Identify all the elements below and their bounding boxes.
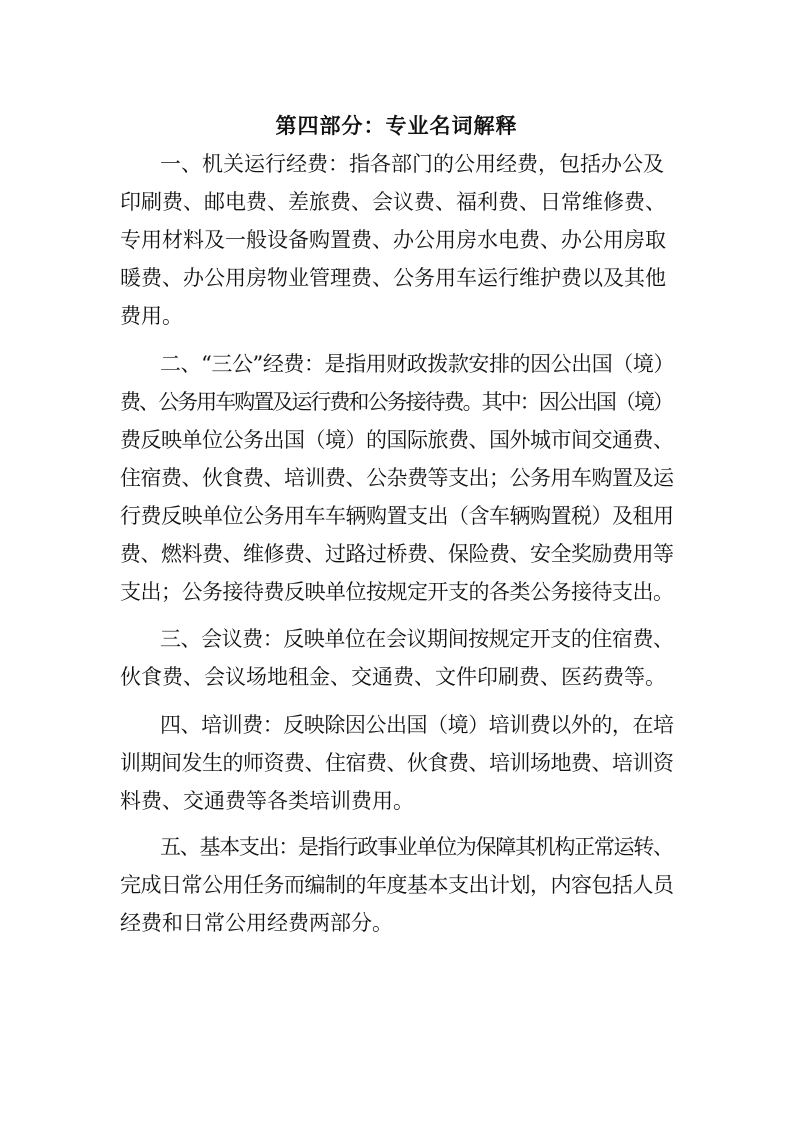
text-line: 四、培训费：反映除因公出国（境）培训费以外的，在培 [160, 713, 674, 737]
text-line: 二、“三公”经费：是指用财政拨款安排的因公出国（境） [160, 352, 675, 376]
text-line: 经费和日常公用经费两部分。 [120, 911, 393, 935]
text-line: 住宿费、伙食费、培训费、公杂费等支出；公务用车购置及运 [120, 466, 674, 490]
text-line: 支出；公务接待费反映单位按规定开支的各类公务接待支出。 [120, 580, 674, 604]
text-line: 暖费、办公用房物业管理费、公务用车运行维护费以及其他 [120, 266, 666, 290]
text-line: 完成日常公用任务而编制的年度基本支出计划，内容包括人员 [120, 873, 674, 897]
text-line: 行费反映单位公务用车车辆购置支出（含车辆购置税）及租用 [120, 504, 674, 528]
text-line: 费、公务用车购置及运行费和公务接待费。其中：因公出国（境） [120, 390, 673, 414]
text-line: 费、燃料费、维修费、过路过桥费、保险费、安全奖励费用等 [120, 542, 674, 566]
text-line: 费反映单位公务出国（境）的国际旅费、国外城市间交通费、 [120, 428, 674, 452]
text-line: 三、会议费：反映单位在会议期间按规定开支的住宿费、 [160, 627, 674, 651]
text-line: 五、基本支出：是指行政事业单位为保障其机构正常运转、 [160, 835, 673, 859]
text-line: 料费、交通费等各类培训费用。 [120, 789, 414, 813]
text-line: 专用材料及一般设备购置费、办公用房水电费、办公用房取 [120, 228, 666, 252]
text-line: 一、机关运行经费：指各部门的公用经费，包括办公及 [160, 152, 664, 176]
text-line: 训期间发生的师资费、住宿费、伙食费、培训场地费、培训资 [120, 751, 674, 775]
text-line: 印刷费、邮电费、差旅费、会议费、福利费、日常维修费、 [120, 190, 666, 214]
page-title: 第四部分：专业名词解释 [275, 114, 518, 138]
text-line: 费用。 [120, 304, 183, 328]
text-line: 伙食费、会议场地租金、交通费、文件印刷费、医药费等。 [120, 665, 666, 689]
